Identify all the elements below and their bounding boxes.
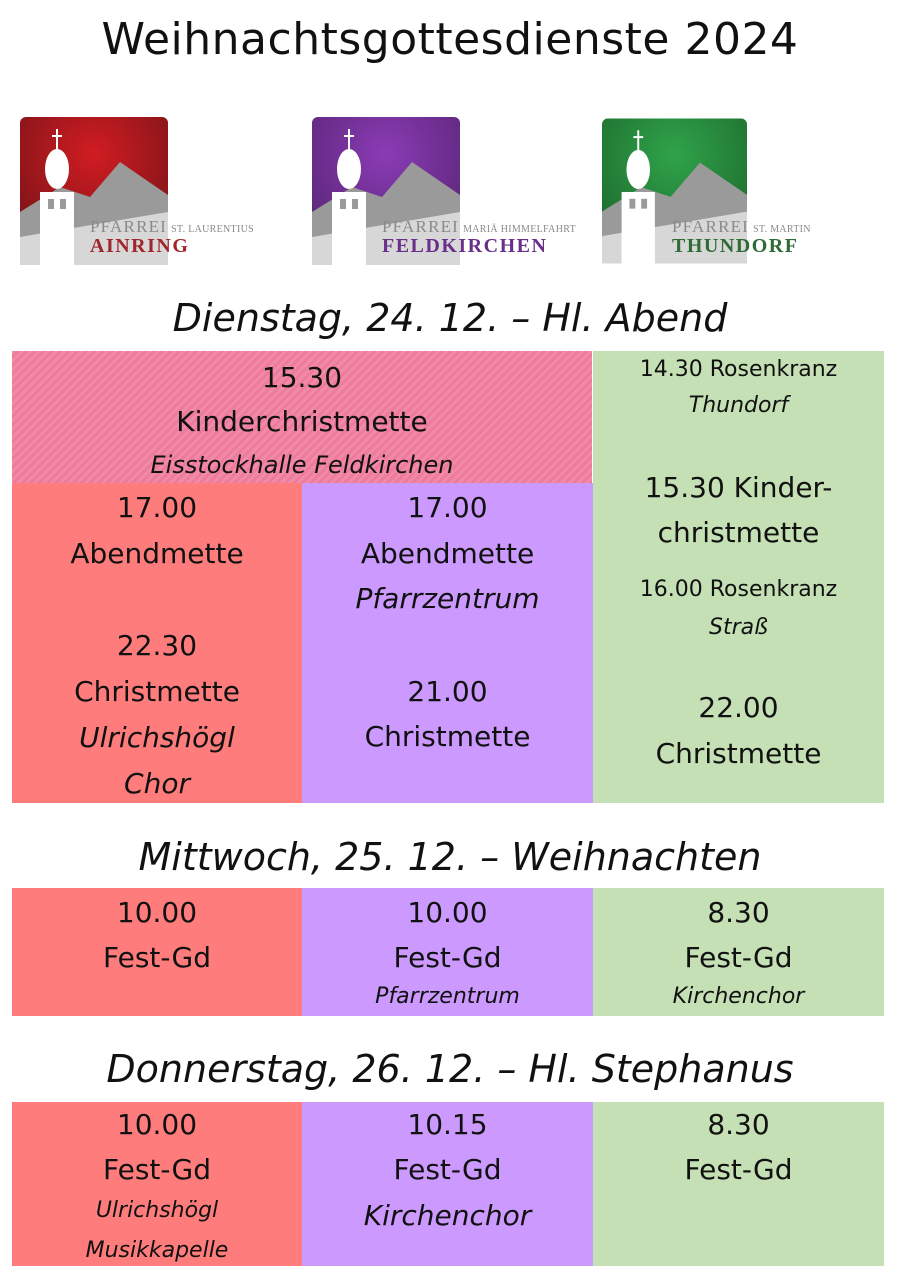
service-time: 10.15: [407, 1108, 488, 1141]
logo-pfarrei-label: PFARREI: [382, 217, 460, 236]
logo-pfarrei-label: PFARREI: [672, 217, 750, 236]
feldkirchen-cell: [302, 483, 593, 803]
ainring-cell: [12, 888, 302, 1016]
service-title: Christmette: [655, 737, 822, 770]
service-note: Kirchenchor: [672, 984, 805, 1009]
service-line: 15.30 Kinder-: [644, 471, 833, 504]
service-title: Fest-Gd: [684, 1153, 793, 1186]
logo-place-label: AINRING: [90, 235, 190, 257]
logo-ainring: [20, 117, 290, 267]
service-title: Fest-Gd: [103, 1153, 211, 1186]
service-title: Fest-Gd: [393, 941, 502, 974]
service-line: christmette: [657, 516, 820, 549]
logo-patron-label: ST. MARTIN: [753, 224, 811, 235]
thundorf-cell: [593, 888, 884, 1016]
thundorf-cell: [593, 1102, 884, 1266]
service-title: Fest-Gd: [393, 1153, 502, 1186]
day-heading: Mittwoch, 25. 12. – Weihnachten: [138, 835, 762, 879]
service-location: Straß: [709, 615, 768, 640]
page-title: Weihnachtsgottesdienste 2024: [101, 14, 799, 65]
service-title: Fest-Gd: [103, 941, 211, 974]
service-location: Ulrichshögl: [79, 721, 235, 754]
service-note: Pfarrzentrum: [375, 984, 520, 1009]
service-time: 22.00: [698, 691, 779, 724]
service-time: 10.00: [116, 896, 198, 929]
service-title: Christmette: [74, 675, 240, 708]
feldkirchen-cell: [302, 888, 593, 1016]
service-title: Christmette: [364, 720, 531, 753]
day-heading: Donnerstag, 26. 12. – Hl. Stephanus: [106, 1047, 794, 1091]
service-location: Ulrichshögl: [95, 1198, 219, 1223]
service-note: Kirchenchor: [363, 1199, 532, 1232]
logo-place-label: FELDKIRCHEN: [382, 235, 548, 257]
logo-feldkirchen: [312, 117, 602, 267]
service-location: Eisstockhalle Feldkirchen: [150, 451, 454, 479]
service-location: Pfarrzentrum: [355, 582, 540, 615]
logo-pfarrei-label: PFARREI: [90, 217, 168, 236]
service-time: 15.30: [261, 361, 343, 394]
logo-patron-label: ST. LAURENTIUS: [171, 224, 254, 235]
logo-place-label: THUNDORF: [672, 235, 799, 257]
service-title: Abendmette: [360, 537, 535, 570]
service-time: 10.00: [407, 896, 488, 929]
service-time: 8.30: [707, 1108, 770, 1141]
service-location: Thundorf: [688, 393, 789, 418]
service-title: Abendmette: [70, 537, 244, 570]
service-time: 8.30: [707, 896, 770, 929]
ainring-cell: [12, 1102, 302, 1266]
service-time: 21.00: [407, 675, 488, 708]
service-time: 22.30: [116, 629, 198, 662]
service-title: Kinderchristmette: [176, 405, 428, 438]
service-time: 17.00: [116, 491, 198, 524]
service-line: 14.30 Rosenkranz: [639, 357, 838, 382]
ainring-cell: [12, 483, 302, 803]
service-line: 16.00 Rosenkranz: [639, 577, 838, 602]
service-note: Chor: [124, 767, 190, 800]
day-heading: Dienstag, 24. 12. – Hl. Abend: [172, 296, 728, 340]
logo-patron-label: MARIÄ HIMMELFAHRT: [463, 224, 576, 235]
combined-service-cell: [12, 351, 592, 483]
service-note: Musikkapelle: [85, 1238, 229, 1263]
thundorf-cell: [593, 351, 884, 803]
service-time: 10.00: [116, 1108, 198, 1141]
logo-thundorf: [602, 117, 862, 267]
feldkirchen-cell: [302, 1102, 593, 1266]
service-time: 17.00: [407, 491, 488, 524]
service-title: Fest-Gd: [684, 941, 793, 974]
